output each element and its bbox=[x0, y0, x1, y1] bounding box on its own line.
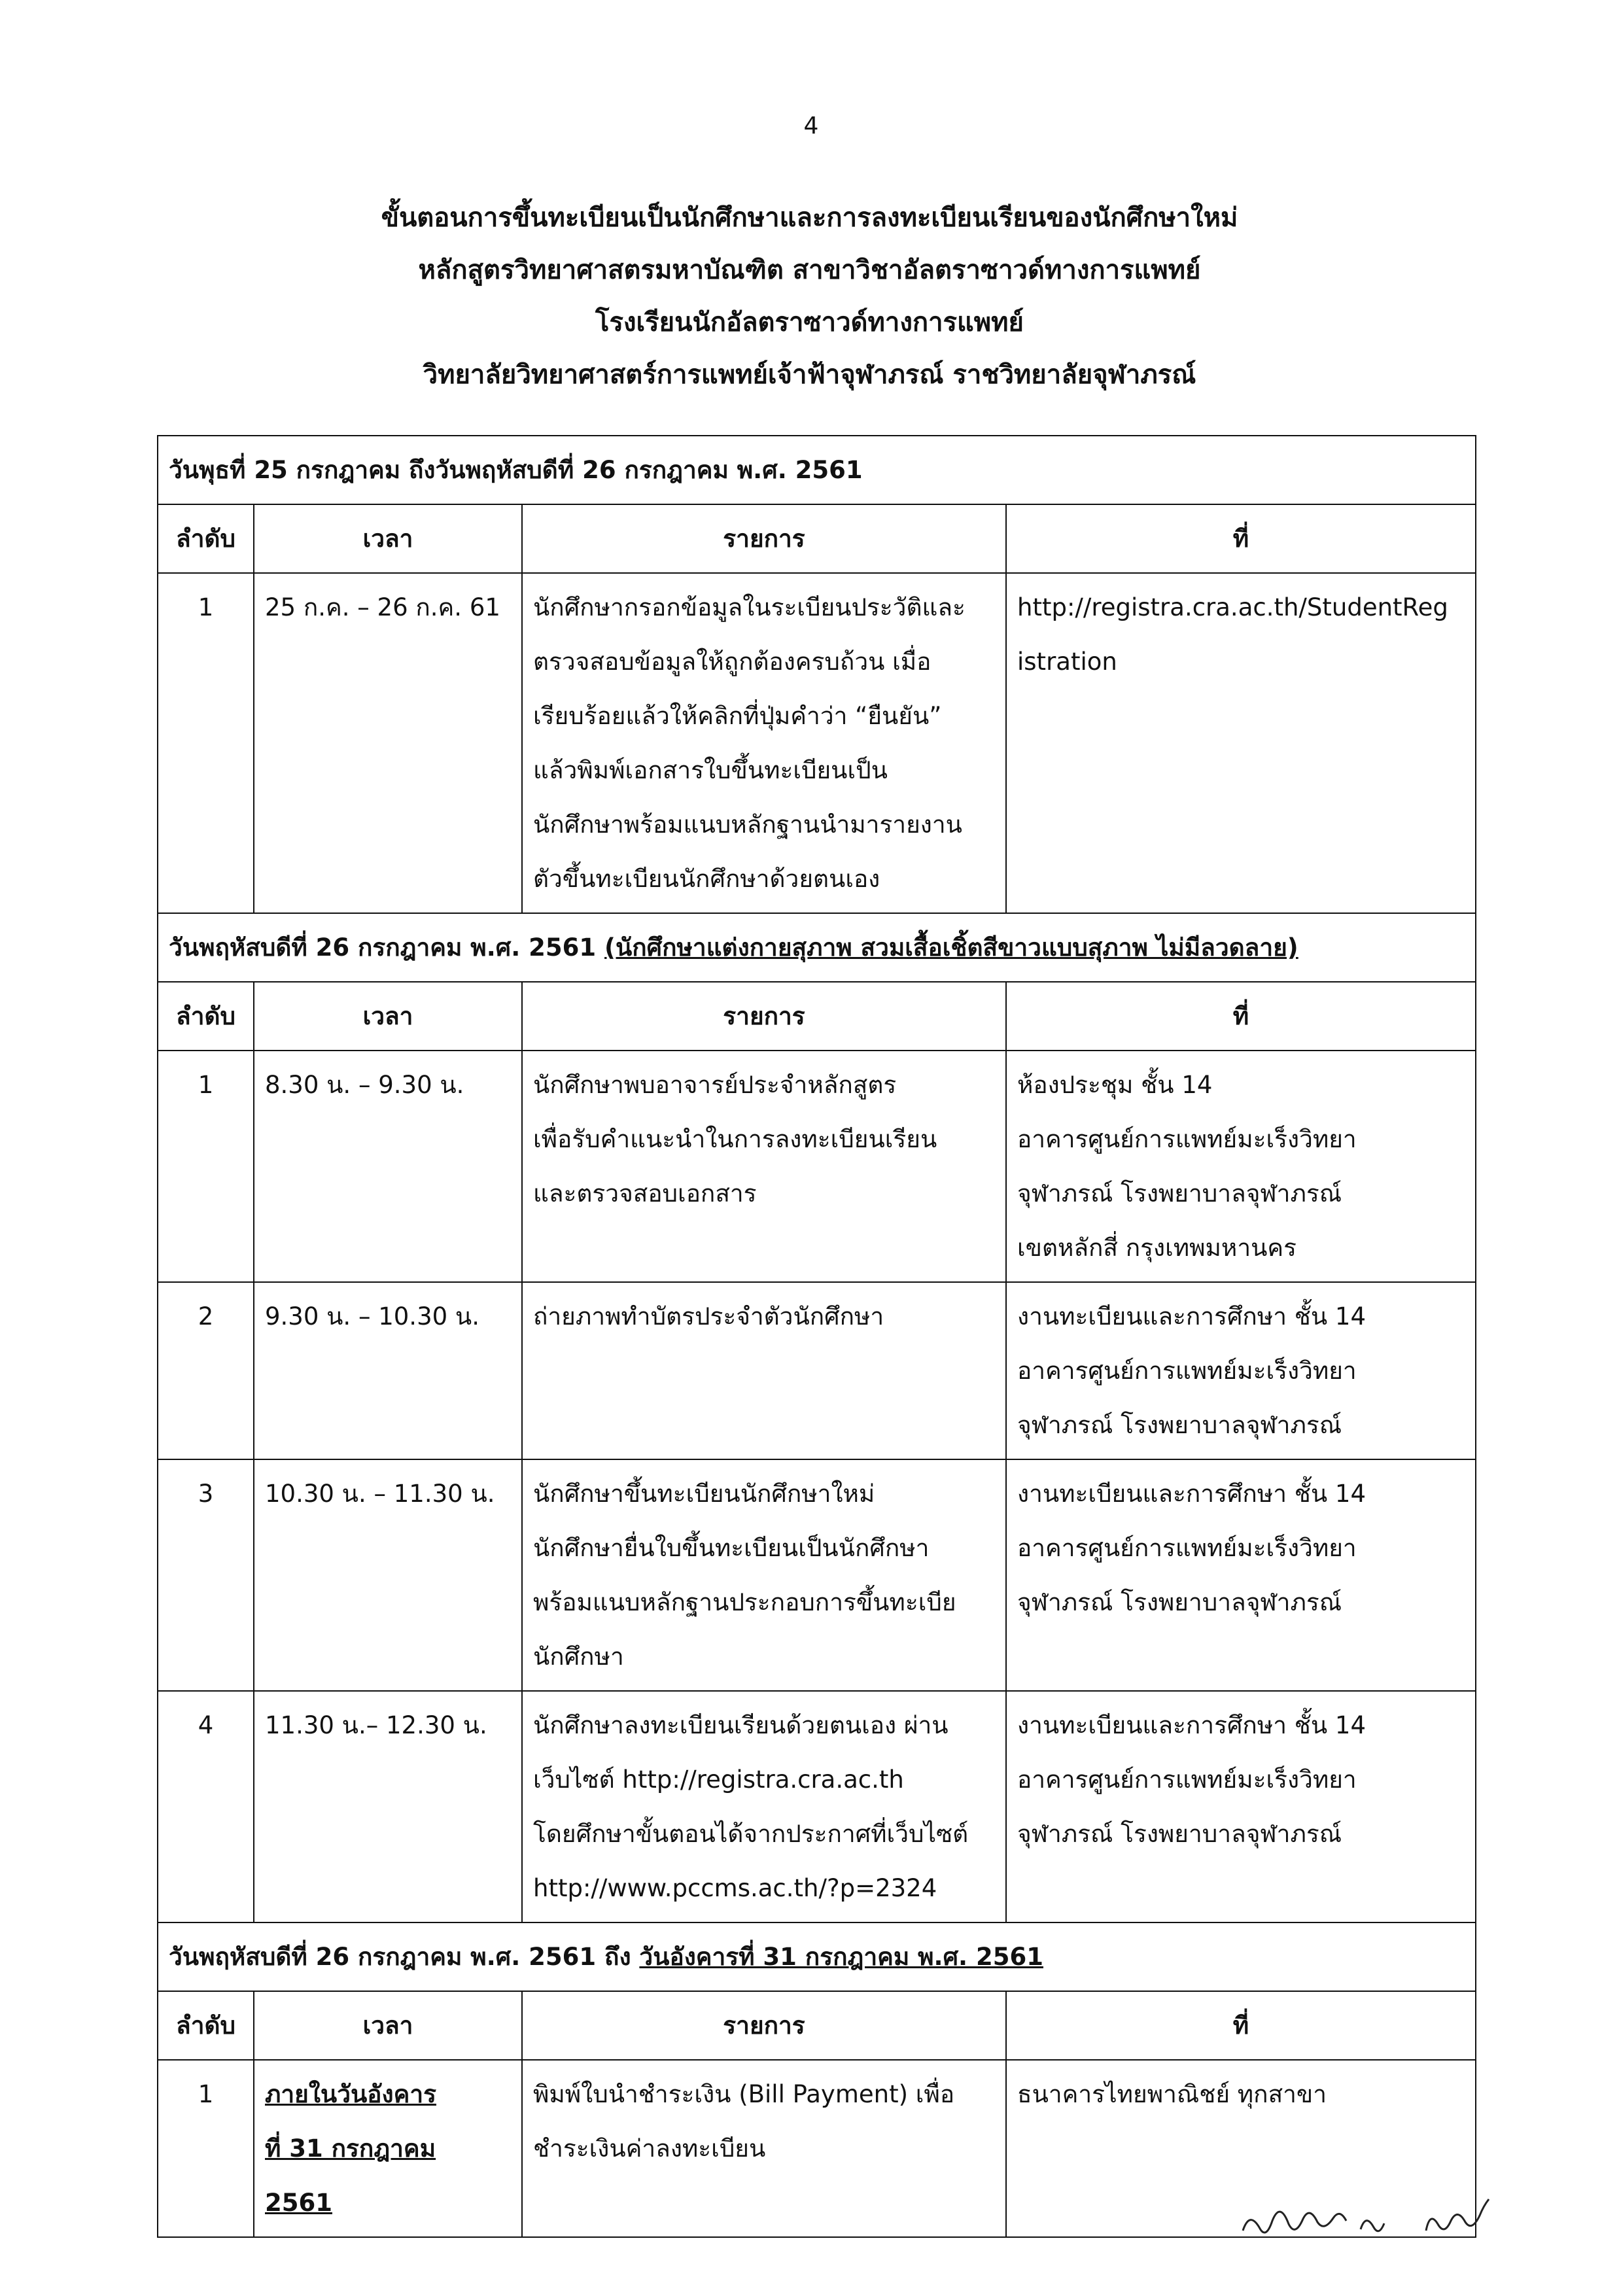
section-heading bbox=[158, 1922, 1476, 1991]
document-title-line-1: ขั้นตอนการขึ้นทะเบียนเป็นนักศึกษาและการลงทะเบียนเรียนของนักศึกษาใหม่ bbox=[381, 203, 1238, 233]
col-header-item: รายการ bbox=[522, 504, 1006, 573]
column-header-row bbox=[158, 982, 1476, 1051]
column-header-row bbox=[158, 504, 1476, 573]
row-place: งานทะเบียนและการศึกษา ชั้น 14 อาคารศูนย์การแพทย์มะเร็งวิทยา จุฬาภรณ์ โรงพยาบาลจุฬาภรณ์ bbox=[1006, 1691, 1476, 1922]
col-header-no: ลำดับ bbox=[158, 982, 254, 1051]
row-number: 4 bbox=[158, 1691, 254, 1922]
section-heading-row bbox=[158, 913, 1476, 982]
table-row bbox=[158, 1051, 1476, 1282]
row-place: ห้องประชุม ชั้น 14 อาคารศูนย์การแพทย์มะเร็งวิทยา จุฬาภรณ์ โรงพยาบาลจุฬาภรณ์ เขตหลักสี่ กรุงเทพมหานคร bbox=[1006, 1051, 1476, 1282]
row-time: 25 ก.ค. – 26 ก.ค. 61 bbox=[254, 573, 522, 913]
row-place: ธนาคารไทยพาณิชย์ ทุกสาขา bbox=[1006, 2060, 1476, 2237]
row-item: นักศึกษาลงทะเบียนเรียนด้วยตนเอง ผ่าน เว็บไซต์ http://registra.cra.ac.th โดยศึกษาขั้นตอนได้จากประกาศที่เว็บไซต์ http://www.pccms.ac.th/?p=2324 bbox=[522, 1691, 1006, 1922]
schedule-table bbox=[157, 435, 1476, 2238]
col-header-item: รายการ bbox=[522, 982, 1006, 1051]
row-time: 11.30 น.– 12.30 น. bbox=[254, 1691, 522, 1922]
row-time: 9.30 น. – 10.30 น. bbox=[254, 1282, 522, 1459]
row-number: 3 bbox=[158, 1459, 254, 1691]
document-title-line-3: โรงเรียนนักอัลตราซาวด์ทางการแพทย์ bbox=[595, 307, 1024, 338]
row-number: 1 bbox=[158, 573, 254, 913]
table-row bbox=[158, 573, 1476, 913]
row-number: 1 bbox=[158, 1051, 254, 1282]
section-heading bbox=[158, 913, 1476, 982]
section-heading-note: วันอังคารที่ 31 กรกฎาคม พ.ศ. 2561 bbox=[639, 1943, 1043, 1971]
row-item: นักศึกษากรอกข้อมูลในระเบียนประวัติและ ตรวจสอบข้อมูลให้ถูกต้องครบถ้วน เมื่อ เรียบร้อยแล้วให้คลิกที่ปุ่มคำว่า “ยืนยัน” แล้วพิมพ์เอกสารใบขึ้นทะเบียนเป็น นักศึกษาพร้อมแนบหลักฐานนำมารายงาน ตัวขึ้นทะเบียนนักศึกษาด้วยตนเอง bbox=[522, 573, 1006, 913]
section-heading-text: วันพฤหัสบดีที่ 26 กรกฎาคม พ.ศ. 2561 bbox=[169, 933, 597, 962]
table-row bbox=[158, 1282, 1476, 1459]
row-item: พิมพ์ใบนำชำระเงิน (Bill Payment) เพื่อ ชำระเงินค่าลงทะเบียน bbox=[522, 2060, 1006, 2237]
row-item: ถ่ายภาพทำบัตรประจำตัวนักศึกษา bbox=[522, 1282, 1006, 1459]
section-heading-row bbox=[158, 1922, 1476, 1991]
handwritten-signature bbox=[1236, 2185, 1511, 2250]
row-time: ภายในวันอังคาร ที่ 31 กรกฎาคม 2561 bbox=[254, 2060, 522, 2237]
table-row bbox=[158, 1459, 1476, 1691]
col-header-place: ที่ bbox=[1006, 504, 1476, 573]
col-header-time: เวลา bbox=[254, 504, 522, 573]
row-item: นักศึกษาพบอาจารย์ประจำหลักสูตร เพื่อรับคำแนะนำในการลงทะเบียนเรียน และตรวจสอบเอกสาร bbox=[522, 1051, 1006, 1282]
table-row bbox=[158, 1691, 1476, 1922]
section-heading-text: วันพฤหัสบดีที่ 26 กรกฎาคม พ.ศ. 2561 ถึง bbox=[169, 1943, 631, 1971]
page-number: 4 bbox=[803, 113, 819, 139]
document-title-line-4: วิทยาลัยวิทยาศาสตร์การแพทย์เจ้าฟ้าจุฬาภรณ์ ราชวิทยาลัยจุฬาภรณ์ bbox=[423, 360, 1196, 390]
row-number: 2 bbox=[158, 1282, 254, 1459]
row-place: งานทะเบียนและการศึกษา ชั้น 14 อาคารศูนย์การแพทย์มะเร็งวิทยา จุฬาภรณ์ โรงพยาบาลจุฬาภรณ์ bbox=[1006, 1459, 1476, 1691]
col-header-time: เวลา bbox=[254, 1991, 522, 2060]
col-header-place: ที่ bbox=[1006, 1991, 1476, 2060]
column-header-row bbox=[158, 1991, 1476, 2060]
section-heading: วันพุธที่ 25 กรกฎาคม ถึงวันพฤหัสบดีที่ 26 กรกฎาคม พ.ศ. 2561 bbox=[158, 436, 1476, 504]
row-number: 1 bbox=[158, 2060, 254, 2237]
col-header-place: ที่ bbox=[1006, 982, 1476, 1051]
row-item: นักศึกษาขึ้นทะเบียนนักศึกษาใหม่ นักศึกษายื่นใบขึ้นทะเบียนเป็นนักศึกษา พร้อมแนบหลักฐานประกอบการขึ้นทะเบีย นักศึกษา bbox=[522, 1459, 1006, 1691]
row-time: 10.30 น. – 11.30 น. bbox=[254, 1459, 522, 1691]
col-header-time: เวลา bbox=[254, 982, 522, 1051]
row-place: http://registra.cra.ac.th/StudentReg istration bbox=[1006, 573, 1476, 913]
row-time: 8.30 น. – 9.30 น. bbox=[254, 1051, 522, 1282]
document-title-line-2: หลักสูตรวิทยาศาสตรมหาบัณฑิต สาขาวิชาอัลตราซาวด์ทางการแพทย์ bbox=[418, 255, 1201, 285]
row-place: งานทะเบียนและการศึกษา ชั้น 14 อาคารศูนย์การแพทย์มะเร็งวิทยา จุฬาภรณ์ โรงพยาบาลจุฬาภรณ์ bbox=[1006, 1282, 1476, 1459]
col-header-no: ลำดับ bbox=[158, 1991, 254, 2060]
col-header-item: รายการ bbox=[522, 1991, 1006, 2060]
section-heading-row bbox=[158, 436, 1476, 504]
col-header-no: ลำดับ bbox=[158, 504, 254, 573]
section-heading-note: (นักศึกษาแต่งกายสุภาพ สวมเสื้อเชิ้ตสีขาวแบบสุภาพ ไม่มีลวดลาย) bbox=[604, 933, 1298, 962]
